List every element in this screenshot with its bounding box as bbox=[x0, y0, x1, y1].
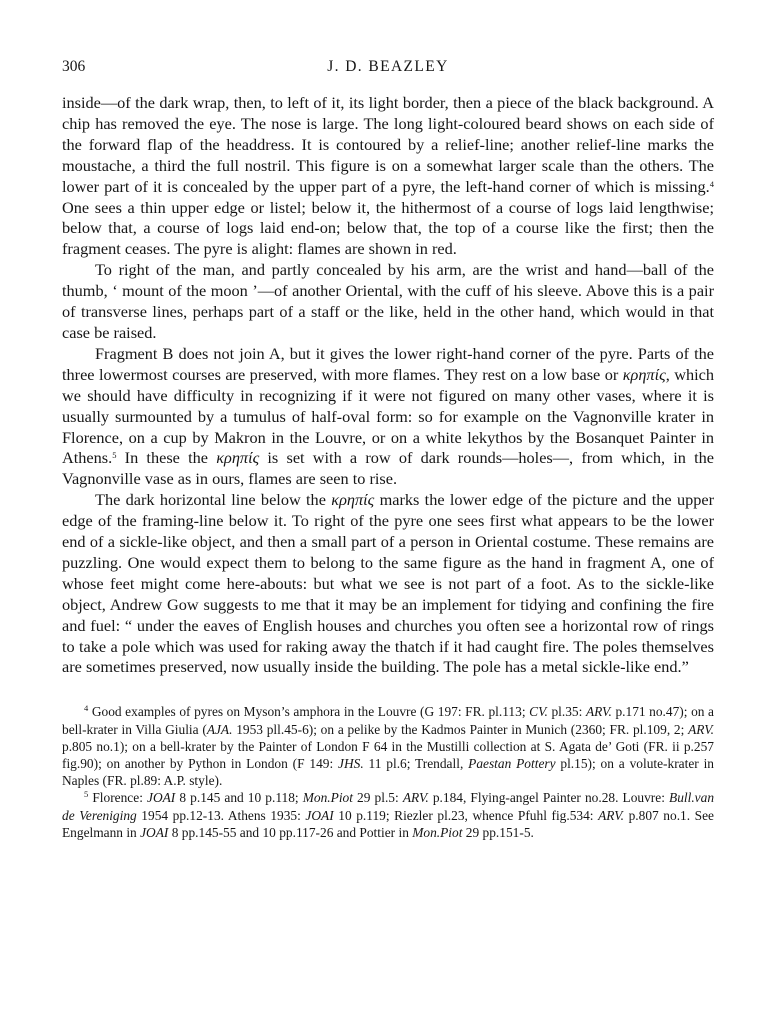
greek-term: κρηπίς bbox=[622, 364, 666, 384]
paragraph-3-text-b: , which we should have difficulty in recognizing if it were not figured on many other vases, where it is usually surmounted by a tumulus of half-oval form: so for example on the Vagnonville krater in Florence, on a cup by Makron in the Louvre, or on a white lekythos by the Bosanquet Painter in Athens. bbox=[62, 364, 714, 468]
page bbox=[62, 58, 714, 841]
citation-italic: Bull.van de Vereniging bbox=[62, 790, 715, 823]
footnote-text: 29 pp.151-5. bbox=[462, 824, 534, 840]
footnote-text: 1953 pll.45-6); on a pelike by the Kadmos Painter in Munich (2360; FR. pl.109, 2; bbox=[232, 721, 689, 737]
footnote-text: 11 pl.6; Trendall, bbox=[363, 755, 469, 771]
footnote-5 bbox=[62, 789, 714, 841]
citation-italic: Paestan Pottery bbox=[468, 755, 556, 771]
citation-italic: JOAI bbox=[305, 807, 334, 823]
citation-italic: CV. bbox=[529, 704, 548, 720]
footnote-text: Florence: bbox=[88, 790, 148, 806]
citation-italic: ARV. bbox=[585, 704, 612, 720]
paragraph-3-text-a: Fragment B does not join A, but it gives the lower right-hand corner of the pyre. Parts of the three lowermost courses are preserved, with more flames. They rest on a low base or bbox=[62, 343, 714, 384]
citation-italic: ARV. bbox=[402, 790, 429, 806]
paragraph-3-text-d: is set with a row of dark rounds—holes—, from which, in the Vagnonville vase as in ours, flames are seen to rise. bbox=[62, 448, 715, 489]
footnote-text: 1954 pp.12-13. Athens 1935: bbox=[136, 807, 306, 823]
paragraph-2: To right of the man, and partly concealed by his arm, are the wrist and hand—ball of the thumb, ‘ mount of the moon ’—of another Oriental, with the cuff of his sleeve. Above this is a pair of transverse lines, perhaps part of a staff or the like, held in the other hand, which would in that case be raised. bbox=[62, 260, 714, 342]
citation-italic: JHS. bbox=[338, 755, 364, 771]
footnote-4 bbox=[62, 703, 714, 789]
citation-italic: ARV. bbox=[688, 721, 714, 737]
footnote-text: p.807 no.1. See Engelmann in bbox=[62, 807, 714, 840]
citation-italic: AJA. bbox=[206, 721, 233, 737]
running-head: J. D. BEAZLEY bbox=[327, 58, 449, 75]
footnote-ref-4[interactable]: 4 bbox=[709, 178, 714, 189]
footnote-mark: 5 bbox=[84, 789, 89, 800]
citation-italic: JOAI bbox=[147, 790, 176, 806]
citation-italic: JOAI bbox=[140, 824, 169, 840]
footnote-text: 8 pp.145-55 and 10 pp.117-26 and Pottier in bbox=[168, 824, 413, 840]
citation-italic: ARV. bbox=[598, 807, 625, 823]
footnote-text: p.805 no.1); on a bell-krater by the Painter of London F 64 in the Mustilli collection at S. Agata de’ Goti (FR. ii p.257 fig.90); on another by Python in London (F 149: bbox=[62, 738, 714, 771]
paragraph-1-text-a: inside—of the dark wrap, then, to left of it, its light border, then a piece of the black background. A chip has removed the eye. The nose is large. The long light-coloured beard shows on each side of the forward flap of the headdress. It is contoured by a relief-line; another relief-line marks the moustache, a third the full nostril. This figure is on a somewhat larger scale than the others. The lower part of it is concealed by the upper part of a pyre, the left-hand corner of which is missing. bbox=[62, 93, 714, 196]
paragraph-1 bbox=[62, 93, 714, 260]
body-text bbox=[62, 93, 714, 678]
paragraph-3-text-c: In these the bbox=[116, 448, 217, 468]
citation-italic: Mon.Piot bbox=[302, 790, 353, 806]
greek-term: κρηπίς bbox=[331, 490, 375, 510]
footnote-text: Good examples of pyres on Myson’s amphora in the Louvre (G 197: FR. pl.113; bbox=[88, 704, 530, 720]
paragraph-4-text-a: The dark horizontal line below the bbox=[95, 490, 332, 510]
page-number: 306 bbox=[62, 58, 86, 75]
footnote-text: pl.35: bbox=[547, 704, 586, 720]
page-header bbox=[62, 58, 714, 80]
footnote-ref-5[interactable]: 5 bbox=[112, 450, 117, 461]
footnote-mark: 4 bbox=[84, 703, 89, 714]
paragraph-1-text-b: One sees a thin upper edge or listel; below it, the hithermost of a course of logs laid lengthwise; below that, a course of logs laid end-on; below that, the top of a course like the first; then the fragment ceases. The pyre is alight: flames are shown in red. bbox=[62, 197, 714, 259]
footnote-text: p.171 no.47); on a bell-krater in Villa Giulia ( bbox=[62, 704, 714, 737]
paragraph-3 bbox=[62, 344, 714, 490]
paragraph-4 bbox=[62, 490, 714, 678]
footnote-text: 10 p.119; Riezler pl.23, whence Pfuhl fig.534: bbox=[333, 807, 599, 823]
paragraph-4-text-b: marks the lower edge of the picture and the upper edge of the framing-line below it. To right of the pyre one sees first what appears to be the lower end of a sickle-like object, and then a small part of a person in Oriental costume. These remains are puzzling. One would expect them to belong to the same figure as the hand in fragment A, one of whose feet might come here-abouts: but what we see is not part of a foot. As to the sickle-like object, Andrew Gow suggests to me that it may be an implement for tidying and confining the fire and fuel: “ under the eaves of English houses and churches you often see a horizontal row of rings to take a pole which was used for raking away the thatch if it had caught fire. The poles themselves are sometimes preserved, now usually inside the building. The pole has a metal sickle-like end.” bbox=[62, 490, 715, 677]
footnotes bbox=[62, 703, 714, 841]
footnote-text: 29 pl.5: bbox=[352, 790, 403, 806]
citation-italic: Mon.Piot bbox=[412, 824, 463, 840]
greek-term: κρηπίς bbox=[216, 448, 260, 468]
footnote-text: 8 p.145 and 10 p.118; bbox=[175, 790, 303, 806]
footnote-text: pl.15); on a volute-krater in Naples (FR. pl.89: A.P. style). bbox=[62, 755, 714, 789]
footnote-text: p.184, Flying-angel Painter no.28. Louvre: bbox=[428, 790, 670, 806]
